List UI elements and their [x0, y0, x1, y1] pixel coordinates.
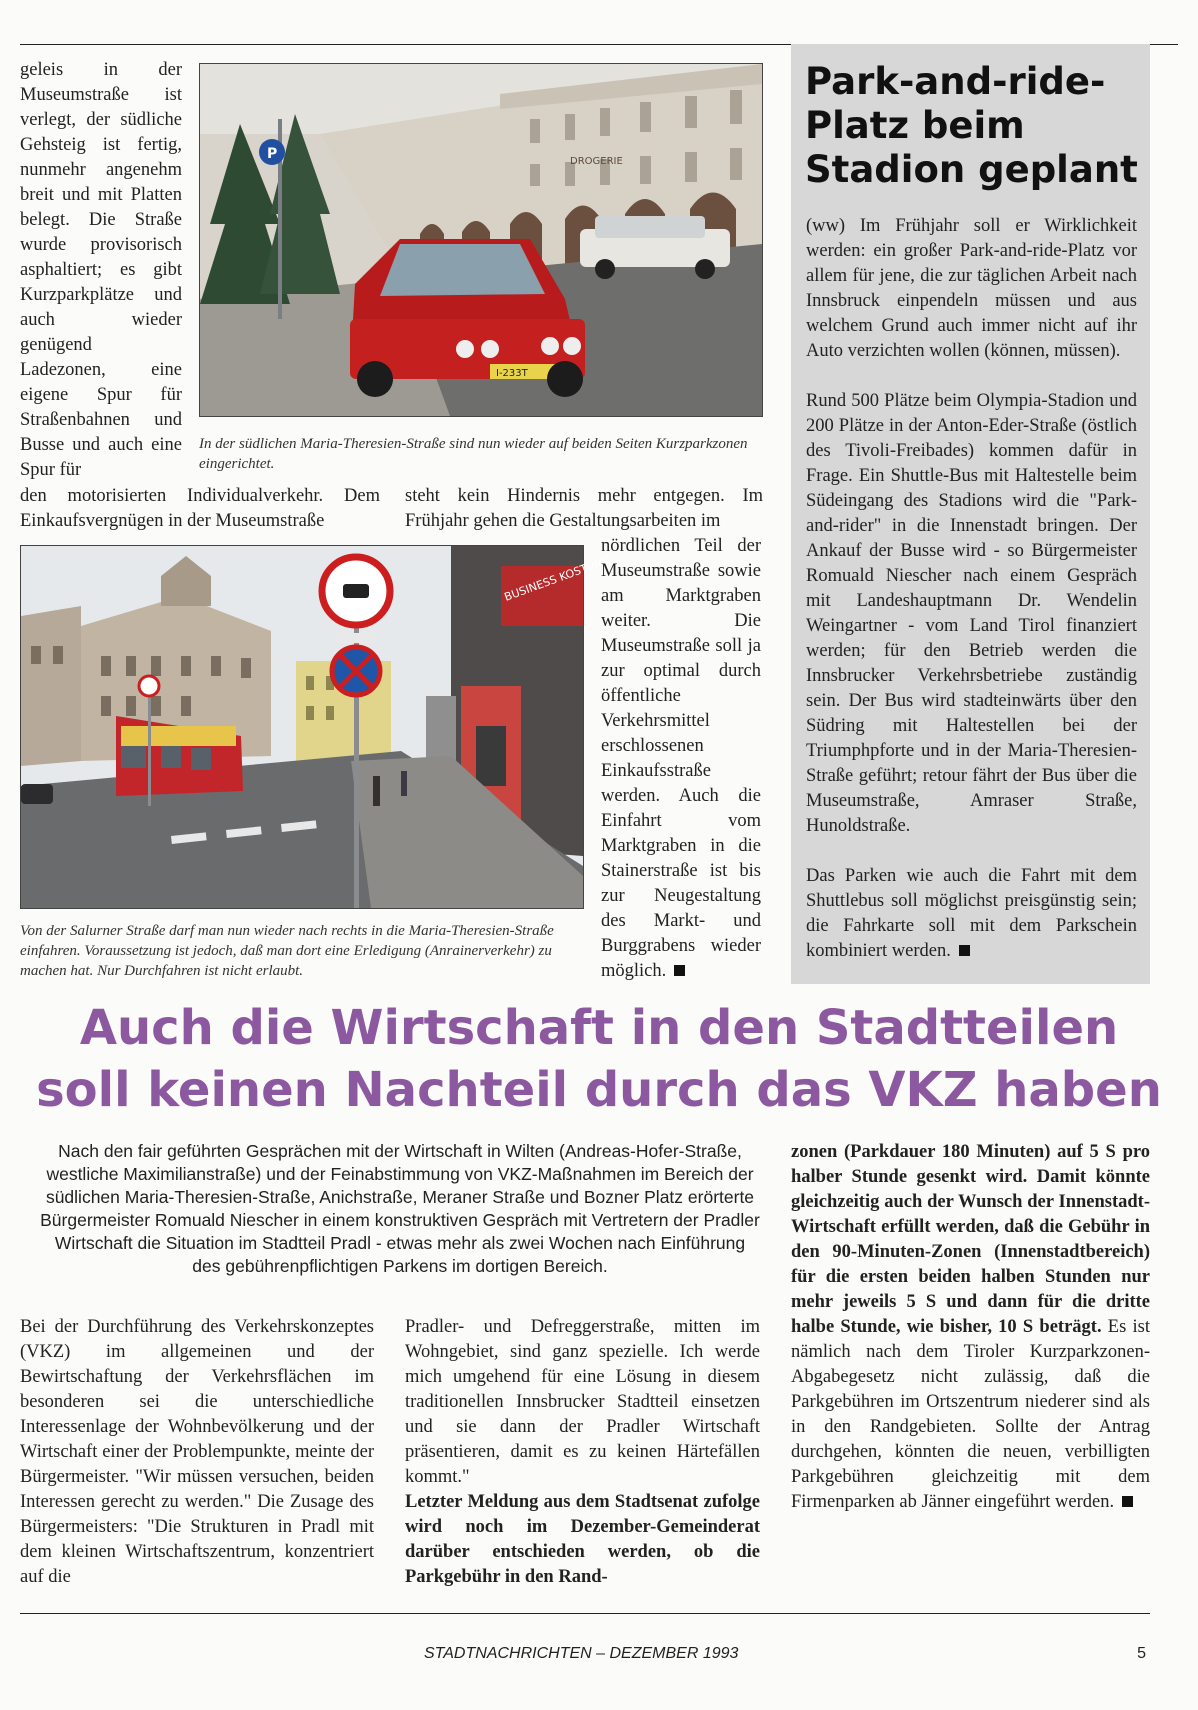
- col2-bold-text: Letzter Meldung aus dem Stadtsenat zufolge wird noch im Dezember-Gemeinderat darüber entschieden werden, ob die Parkgebühr in den Rand-: [405, 1492, 760, 1587]
- end-mark: [674, 965, 685, 976]
- col3-bold-text: zonen (Parkdauer 180 Minuten) auf 5 S pro halber Stunde gesenkt wird. Damit könnte gleichzeitig auch der Wunsch der Innenstadt-Wirtschaft erfüllt werden, daß die Gebühr in den 90-Minuten-Zonen (Innenstadtbereich) für die ersten beiden halben Stunden nur mehr jeweils 5 S und dann für die dritte halbe Stunde, wie bisher, 10 S beträgt.: [791, 1142, 1150, 1337]
- top-article-full-right: steht kein Hindernis mehr entgegen. Im Frühjahr gehen die Gestaltungsarbeiten im: [405, 486, 763, 531]
- end-mark: [1122, 1496, 1133, 1507]
- col3-normal-text: Es ist nämlich nach dem Tiroler Kurzparkzonen-Abgabegesetz nicht zulässig, daß die Parkgebühren im Ortszentrum niederer sind als in den Randgebieten. Sollte der Antrag durchgehen, könnten die neuen, verbilligten Parkgebühren gleichzeitig mit dem Firmenparken ab Jänner eingeführt werden.: [791, 1317, 1150, 1512]
- sidebar-p1: (ww) Im Frühjahr soll er Wirklichkeit werden: ein großer Park-and-ride-Platz vor allem für jene, die zur täglichen Arbeit nach Innsbruck einpendeln müssen und aus welchem Grund auch immer nicht auf ihr Auto verzichten wollen (können, müssen).: [806, 216, 1137, 361]
- col2-normal-text: Pradler- und Defreggerstraße, mitten im Wohngebiet, sind ganz spezielle. Ich werde mich umgehend für eine Lösung in diesem traditionellen Innsbrucker Stadtteil einsetzen und sie dann der Pradler Wirtschaft präsentieren, damit es zu keinen Härtefällen kommt.": [405, 1317, 760, 1487]
- end-mark: [959, 945, 970, 956]
- photo1-svg: [200, 64, 762, 416]
- sidebar-p3: [806, 864, 1137, 964]
- bottom-rule: [20, 1613, 1150, 1614]
- photo-salurner-strasse: [20, 545, 613, 909]
- photo2-shop-sign: BUSINESS KOSTÜME: [502, 553, 613, 604]
- article2-col1: Bei der Durchführung des Verkehrskonzeptes (VKZ) im allgemeinen und der Bewirtschaftung der Verkehrsflächen im besonderen sei die unterschiedliche Interessenlage der Wohnbevölkerung und der Wirtschaft einer der Problempunkte, meinte der Bürgermeister. "Wir müssen versuchen, beiden Interessen gerecht zu werden." Die Zusage des Bürgermeisters: "Die Strukturen in Pradl mit dem kleinen Wirtschaftszentrum, konzentriert auf die: [20, 1317, 374, 1587]
- sidebar-p3-text: Das Parken wie auch die Fahrt mit dem Shuttlebus soll möglichst preisgünstig sein; die Fahrkarte soll mit dem Parkschein kombiniert werden.: [806, 866, 1137, 961]
- caption-photo1: In der südlichen Maria-Theresien-Straße sind nun wieder auf beiden Seiten Kurzparkzonen eingerichtet.: [199, 436, 748, 472]
- sidebar-title: Park-and-ride-Platz beim Stadion geplant: [805, 60, 1138, 191]
- article2-col3: [791, 1140, 1150, 1515]
- article2-col2: [405, 1315, 760, 1590]
- sidebar-p2: Rund 500 Plätze beim Olympia-Stadion und 200 Plätze in der Anton-Eder-Straße (östlich des Tivoli-Freibades) kommen dafür in Frage. Ein Shuttle-Bus mit Haltestelle beim Südeingang des Stadions wird die "Park-and-rider" in die Innenstadt bringen. Der Ankauf der Busse wird - so Bürgermeister Romuald Niescher nach einem Gespräch mit Landeshauptmann Dr. Wendelin Weingartner - vom Land Tirol finanziert werden; für den Betrieb werden die Innsbrucker Verkehrsbetriebe zuständig sein. Der Bus wird stadteinwärts über den Südring mit Haltestellen bei der Triumphpforte und in der Maria-Theresien-Straße geführt; retour fährt der Bus über die Museumstraße, Amraser Straße, Hunoldstraße.: [806, 391, 1137, 836]
- footer-publication: STADTNACHRICHTEN – DEZEMBER 1993: [424, 1645, 739, 1662]
- top-article-narrow-col: [601, 534, 761, 984]
- caption-photo2: Von der Salurner Straße darf man nun wieder nach rechts in die Maria-Theresien-Straße einfahren. Voraussetzung ist jedoch, daß man dort eine Erledigung (Anrainerverkehr) zu machen hat. Nur Durchfahren ist nicht erlaubt.: [20, 923, 554, 979]
- top-article-col1: geleis in der Museumstraße ist verlegt, der südliche Gehsteig ist fertig, nunmehr angenehm breit und mit Platten belegt. Die Straße wurde provisorisch asphaltiert; es gibt Kurzparkplätze und auch wieder genügend Ladezonen, eine eigene Spur für Straßenbahnen und Busse und auch eine Spur für: [20, 60, 182, 480]
- top-article-full-left: den motorisierten Individualverkehr. Dem Einkaufsvergnügen in der Museumstraße: [20, 486, 380, 531]
- headline-line1: Auch die Wirtschaft in den Stadtteilen: [79, 1000, 1119, 1056]
- photo-maria-theresien-strasse: [199, 63, 763, 417]
- article2-intro: Nach den fair geführten Gesprächen mit der Wirtschaft in Wilten (Andreas-Hofer-Straße, westliche Maximilianstraße) und der Feinabstimmung von VKZ-Maßnahmen im Bereich der südlichen Maria-Theresien-Straße, Anichstraße, Meraner Straße und Bozner Platz erörterte Bürgermeister Romuald Niescher in einem konstruktiven Gespräch mit Vertretern der Pradler Wirtschaft die Situation im Stadtteil Pradl - etwas mehr als zwei Wochen nach Einführung des gebührenpflichtigen Parkens im dortigen Bereich.: [40, 1141, 760, 1276]
- photo1-shop-sign: DROGERIE: [570, 156, 623, 167]
- photo2-svg: [21, 546, 613, 908]
- headline-line2: soll keinen Nachteil durch das VKZ haben: [36, 1062, 1162, 1118]
- narrow-col-text: nördlichen Teil der Museumstraße sowie am Marktgraben weiter. Die Museumstraße soll ja zur optimal durch öffentliche Verkehrsmittel erschlossenen Einkaufsstraße werden. Auch die Einfahrt vom Marktgraben in die Stainerstraße ist bis zur Neugestaltung des Markt- und Burggrabens wieder möglich.: [601, 536, 761, 981]
- svg-text:P: P: [267, 146, 278, 162]
- page-number: 5: [1137, 1645, 1146, 1662]
- photo1-license-plate: I-233T: [496, 368, 528, 379]
